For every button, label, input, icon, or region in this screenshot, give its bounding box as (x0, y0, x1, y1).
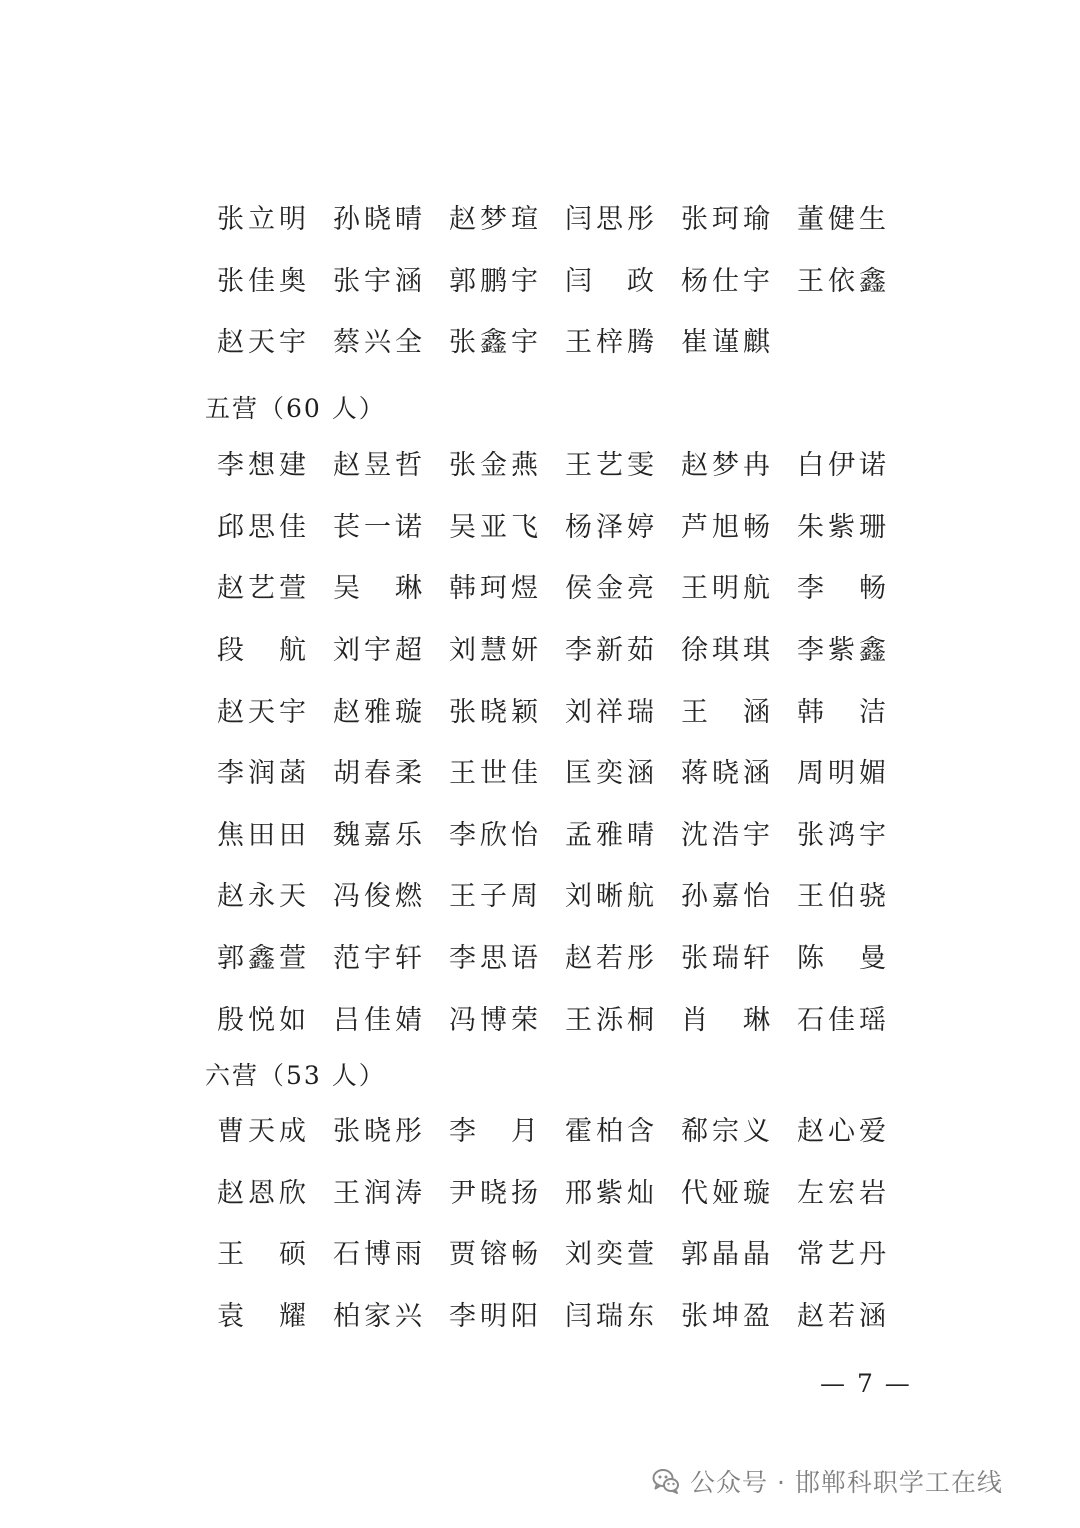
name-cell: 赵永天 (217, 881, 310, 913)
name-cell: 崔谨麒 (681, 327, 774, 359)
name-cell: 白伊诺 (797, 450, 890, 482)
name-cell: 王泺桐 (565, 1004, 658, 1036)
name-cell: 左宏岩 (797, 1177, 890, 1209)
name-cell: 张金燕 (449, 450, 542, 482)
name-row (0, 309, 913, 371)
name-cell: 赵天宇 (217, 327, 310, 359)
name-list-section-6 (0, 1098, 913, 1344)
name-cell: 杨仕宇 (681, 265, 774, 297)
name-cell: 侯金亮 (565, 573, 658, 605)
name-cell: 韩 洁 (797, 696, 890, 728)
name-cell: 石博雨 (333, 1239, 426, 1271)
name-cell: 闫瑞东 (565, 1301, 658, 1333)
name-cell: 赵若彤 (565, 943, 658, 975)
name-cell: 张鑫宇 (449, 327, 542, 359)
name-row (0, 1221, 913, 1283)
name-cell: 王伯骁 (797, 881, 890, 913)
name-cell: 赵艺萱 (217, 573, 310, 605)
wechat-icon (652, 1467, 680, 1495)
name-list-section-5 (0, 432, 913, 1048)
name-cell: 赵昱哲 (333, 450, 426, 482)
name-cell: 刘宇超 (333, 635, 426, 667)
name-cell: 王明航 (681, 573, 774, 605)
name-cell: 李 月 (449, 1116, 542, 1148)
name-cell: 郭鑫萱 (217, 943, 310, 975)
name-cell: 杨泽婷 (565, 511, 658, 543)
name-cell: 殷悦如 (217, 1004, 310, 1036)
name-cell: 孙晓晴 (333, 204, 426, 236)
name-cell: 李紫鑫 (797, 635, 890, 667)
name-cell: 刘慧妍 (449, 635, 542, 667)
name-cell: 赵心爱 (797, 1116, 890, 1148)
name-row (0, 863, 913, 925)
name-cell: 沈浩宇 (681, 819, 774, 851)
name-cell: 吴亚飞 (449, 511, 542, 543)
name-list-continued (0, 186, 913, 371)
name-row (0, 925, 913, 987)
name-cell: 朱紫珊 (797, 511, 890, 543)
name-cell: 胡春柔 (333, 758, 426, 790)
name-row (0, 802, 913, 864)
name-cell: 张坤盈 (681, 1301, 774, 1333)
name-row (0, 986, 913, 1048)
page-number: — 7 — (820, 1369, 912, 1398)
name-cell: 冯俊燃 (333, 881, 426, 913)
wechat-watermark (652, 1463, 1003, 1499)
name-row (0, 555, 913, 617)
name-cell: 王润涛 (333, 1177, 426, 1209)
name-cell: 闫 政 (565, 265, 658, 297)
name-row (0, 432, 913, 494)
name-cell: 贾镕畅 (449, 1239, 542, 1271)
name-cell: 赵若涵 (797, 1301, 890, 1333)
name-cell: 邢紫灿 (565, 1177, 658, 1209)
name-row (0, 678, 913, 740)
name-cell: 李明阳 (449, 1301, 542, 1333)
name-cell: 邱思佳 (217, 511, 310, 543)
name-cell: 周明媚 (797, 758, 890, 790)
name-cell: 李 畅 (797, 573, 890, 605)
name-cell: 魏嘉乐 (333, 819, 426, 851)
name-cell: 孙嘉怡 (681, 881, 774, 913)
name-cell: 张晓彤 (333, 1116, 426, 1148)
name-cell: 尹晓扬 (449, 1177, 542, 1209)
name-row (0, 494, 913, 556)
name-cell: 张鸿宇 (797, 819, 890, 851)
watermark-text: 公众号 · 邯郸科职学工在线 (690, 1468, 1003, 1497)
name-row (0, 248, 913, 310)
name-cell: 代娅璇 (681, 1177, 774, 1209)
name-cell: 赵恩欣 (217, 1177, 310, 1209)
name-cell: 郗宗义 (681, 1116, 774, 1148)
name-cell: 李欣怡 (449, 819, 542, 851)
name-cell: 苌一诺 (333, 511, 426, 543)
name-row (0, 1283, 913, 1345)
name-cell: 吴 琳 (333, 573, 426, 605)
name-cell: 张珂瑜 (681, 204, 774, 236)
name-cell: 李润菡 (217, 758, 310, 790)
name-cell: 赵梦瑄 (449, 204, 542, 236)
name-row (0, 186, 913, 248)
section-heading-5: 五营（60 人） (205, 394, 386, 423)
name-cell: 李想建 (217, 450, 310, 482)
name-cell: 韩珂煜 (449, 573, 542, 605)
name-cell: 闫思彤 (565, 204, 658, 236)
name-cell: 刘晰航 (565, 881, 658, 913)
name-cell: 蔡兴全 (333, 327, 426, 359)
name-row (0, 1098, 913, 1160)
name-cell: 肖 琳 (681, 1004, 774, 1036)
name-cell: 柏家兴 (333, 1301, 426, 1333)
name-row (0, 617, 913, 679)
name-cell: 张宇涵 (333, 265, 426, 297)
name-cell: 王子周 (449, 881, 542, 913)
name-cell: 张立明 (217, 204, 310, 236)
name-cell: 曹天成 (217, 1116, 310, 1148)
name-cell: 吕佳婧 (333, 1004, 426, 1036)
name-cell: 段 航 (217, 635, 310, 667)
name-row (0, 740, 913, 802)
name-cell: 赵天宇 (217, 696, 310, 728)
name-cell: 王世佳 (449, 758, 542, 790)
name-cell: 董健生 (797, 204, 890, 236)
name-cell: 张晓颖 (449, 696, 542, 728)
name-row (0, 1160, 913, 1222)
name-cell: 王 涵 (681, 696, 774, 728)
section-heading-6: 六营（53 人） (205, 1061, 386, 1090)
name-cell: 赵梦冉 (681, 450, 774, 482)
name-cell: 张佳奥 (217, 265, 310, 297)
name-cell: 常艺丹 (797, 1239, 890, 1271)
name-cell: 李思语 (449, 943, 542, 975)
name-cell: 石佳瑶 (797, 1004, 890, 1036)
name-cell: 李新茹 (565, 635, 658, 667)
name-cell: 陈 曼 (797, 943, 890, 975)
name-cell: 刘祥瑞 (565, 696, 658, 728)
name-cell: 赵雅璇 (333, 696, 426, 728)
name-cell: 孟雅晴 (565, 819, 658, 851)
name-cell: 袁 耀 (217, 1301, 310, 1333)
name-cell: 王梓腾 (565, 327, 658, 359)
name-cell: 张瑞轩 (681, 943, 774, 975)
name-cell: 霍柏含 (565, 1116, 658, 1148)
name-cell: 焦田田 (217, 819, 310, 851)
name-cell: 王艺雯 (565, 450, 658, 482)
name-cell: 芦旭畅 (681, 511, 774, 543)
name-cell: 徐琪琪 (681, 635, 774, 667)
name-cell: 范宇轩 (333, 943, 426, 975)
name-cell: 刘奕萱 (565, 1239, 658, 1271)
name-cell: 蒋晓涵 (681, 758, 774, 790)
name-cell: 王依鑫 (797, 265, 890, 297)
name-cell: 郭鹏宇 (449, 265, 542, 297)
name-cell: 郭晶晶 (681, 1239, 774, 1271)
name-cell: 冯博荣 (449, 1004, 542, 1036)
name-cell: 王 硕 (217, 1239, 310, 1271)
name-cell: 匡奕涵 (565, 758, 658, 790)
